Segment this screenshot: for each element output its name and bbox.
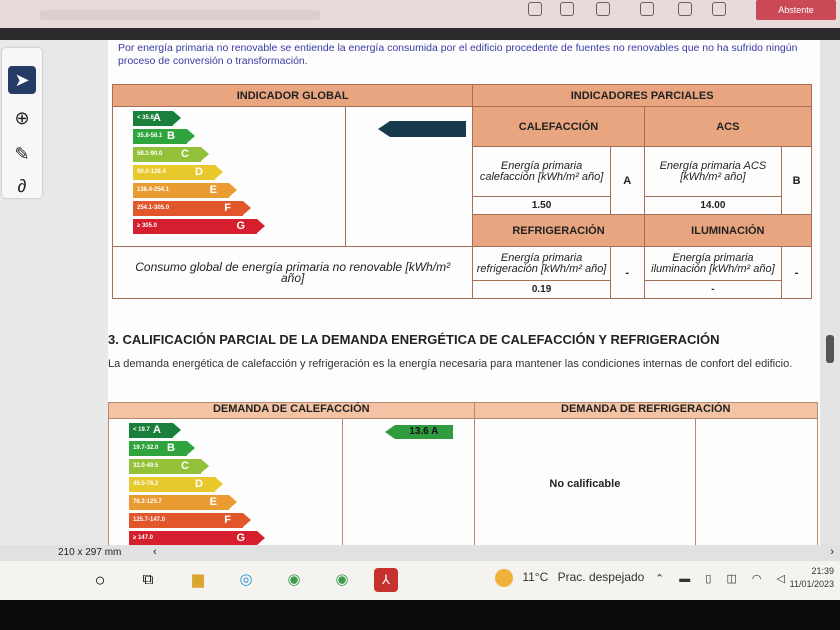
iluminacion-header: ILUMINACIÓN [644, 215, 811, 247]
intro-text: Por energía primaria no renovable se entiende la energía consumida por el edificio procedente de fuentes no renovables que no ha sufrido ningún proceso de conversión o transformación. [118, 42, 798, 67]
cooling-demand-header: DEMANDA DE REFRIGERACIÓN [474, 403, 817, 419]
global-scale-bars [113, 107, 345, 234]
save-icon[interactable] [528, 2, 542, 16]
heating-scale-bar-letter: B [167, 442, 175, 454]
global-scale-bar-range: 35.8-58.1 [137, 133, 163, 139]
heating-scale-bar-e [129, 495, 229, 510]
iluminacion-desc: Energía primaria iluminación [kWh/m² año] [644, 247, 781, 281]
chrome-icon[interactable]: ◉ [287, 571, 301, 588]
global-rating-arrow [390, 121, 466, 137]
calefaccion-grade: A [610, 147, 644, 215]
global-indicator-cell [345, 107, 473, 247]
mail-icon[interactable] [596, 2, 610, 16]
partial-indicators-header: INDICADORES PARCIALES [473, 85, 812, 107]
demand-table [108, 402, 818, 550]
heating-scale-bar-g [129, 531, 257, 546]
status-strip [0, 545, 840, 561]
taskbar [0, 561, 840, 600]
global-scale-bar-range: ≥ 305.0 [137, 223, 157, 229]
vertical-scrollbar[interactable] [820, 40, 840, 545]
heating-rating-arrow: 13.6 A [395, 425, 453, 439]
heating-scale-bar-range: 19.7-32.0 [133, 445, 159, 451]
section-3-body: La demanda energética de calefacción y refrigeración es la energía necesaria para mantener las condiciones internas de confort del edificio. [108, 358, 793, 370]
print-icon[interactable] [560, 2, 574, 16]
weather-widget[interactable] [495, 569, 644, 587]
page-size-label: 210 x 297 mm [58, 547, 122, 558]
global-scale-bar-d [133, 165, 215, 180]
heating-scale-bar-letter: F [224, 514, 231, 526]
global-scale-bar-letter: F [224, 202, 231, 214]
heating-scale-bar-f [129, 513, 243, 528]
global-scale-bar-range: 90.0-138.4 [137, 169, 166, 175]
pdf-reader-icon[interactable]: ⅄ [374, 568, 398, 592]
global-indicator-header: INDICADOR GLOBAL [113, 85, 473, 107]
acs-value: 14.00 [644, 197, 781, 215]
heating-scale-bar-letter: G [236, 532, 245, 544]
left-tool-panel [0, 40, 108, 545]
weather-desc: Prac. despejado [557, 570, 645, 585]
file-explorer-icon[interactable]: ▆ [192, 571, 204, 588]
draw-tool-icon[interactable]: ∂ [17, 176, 27, 196]
toolbar-band [0, 28, 840, 40]
weather-temp: 11°C [522, 570, 549, 585]
global-scale-bar-c [133, 147, 201, 162]
heating-scale-bar-range: < 19.7 [133, 427, 150, 433]
search-icon[interactable] [640, 2, 654, 16]
global-scale-bar-range: 254.1-305.0 [137, 205, 170, 211]
search-circle-icon[interactable]: ○ [94, 570, 106, 590]
monitor-bezel [0, 600, 840, 630]
pen-tool-icon[interactable]: ✎ [14, 144, 30, 164]
heating-scale-bar-range: 32.0-49.5 [133, 463, 159, 469]
heating-scale-bar-letter: E [209, 496, 217, 508]
global-scale-bar-f [133, 201, 243, 216]
global-scale-bar-g [133, 219, 257, 234]
heating-scale-bar-d [129, 477, 215, 492]
system-tray[interactable]: ⌃ ▬ ▯ ◫ ◠ ◁ [655, 573, 792, 585]
global-scale-bar-letter: C [181, 148, 189, 160]
section-3-title: 3. CALIFICACIÓN PARCIAL DE LA DEMANDA ENERGÉTICA DE CALEFACCIÓN Y REFRIGERACIÓN [108, 332, 720, 347]
sign-button[interactable]: Abstente [756, 0, 836, 20]
acs-header: ACS [644, 107, 811, 147]
heating-energy-scale [109, 419, 343, 550]
global-scale-bar-b [133, 129, 187, 144]
global-scale-bar-letter: B [167, 130, 175, 142]
scrollbar-thumb[interactable] [826, 335, 834, 363]
calefaccion-header: CALEFACCIÓN [473, 107, 644, 147]
select-tool-icon[interactable]: ➤ [8, 66, 36, 94]
annotation-toolstrip [2, 48, 42, 198]
refrigeracion-header: REFRIGERACIÓN [473, 215, 644, 247]
edge-icon[interactable]: ◎ [239, 571, 253, 588]
heating-scale-bar-range: 49.5-76.2 [133, 481, 159, 487]
global-scale-bar-e [133, 183, 229, 198]
heating-scale-bar-b [129, 441, 187, 456]
link-icon[interactable] [678, 2, 692, 16]
window-title-bar [0, 0, 840, 28]
heating-scale-bar-range: ≥ 147.0 [133, 535, 153, 541]
clock-time: 21:39 [811, 566, 834, 576]
heating-scale-bar-letter: A [153, 424, 161, 436]
clock[interactable] [786, 565, 834, 591]
chrome-profile-icon[interactable]: ◉ [335, 571, 349, 588]
calefaccion-desc: Energía primaria calefacción [kWh/m² año] [473, 147, 611, 197]
calefaccion-value: 1.50 [473, 197, 611, 215]
global-scale-bar-letter: A [153, 112, 161, 124]
global-scale-bar-range: 138.4-254.1 [137, 187, 170, 193]
cooling-indicator-cell [696, 419, 818, 550]
heating-scale-bar-a [129, 423, 173, 438]
share-icon[interactable] [712, 2, 726, 16]
global-scale-bar-letter: E [209, 184, 217, 196]
global-scale-bar-a [133, 111, 173, 126]
refrigeracion-grade: - [610, 247, 644, 299]
task-view-icon[interactable]: ⧉ [142, 571, 154, 588]
consumo-global-label: Consumo global de energía primaria no renovable [kWh/m² año] [113, 247, 473, 299]
refrigeracion-value: 0.19 [473, 281, 611, 299]
global-scale-bar-letter: D [195, 166, 203, 178]
document-page [108, 40, 820, 545]
acs-desc: Energía primaria ACS [kWh/m² año] [644, 147, 781, 197]
heating-scale-bar-range: 76.2-125.7 [133, 499, 162, 505]
acs-grade: B [782, 147, 812, 215]
cooling-value: No calificable [474, 419, 696, 550]
heating-scale-bar-letter: D [195, 478, 203, 490]
window-title [40, 10, 320, 20]
heating-scale-bar-c [129, 459, 201, 474]
indicators-table [112, 84, 812, 299]
global-scale-bar-range: 58.1-90.0 [137, 151, 163, 157]
heating-scale-bar-range: 125.7-147.0 [133, 517, 166, 523]
global-scale-bar-range: < 35.8 [137, 115, 154, 121]
iluminacion-grade: - [782, 247, 812, 299]
scroll-right-icon[interactable]: › [830, 546, 834, 558]
heating-indicator-cell [342, 419, 474, 550]
heating-scale-bars [109, 419, 342, 546]
comment-tool-icon[interactable]: ⊕ [14, 108, 30, 128]
clock-date: 11/01/2023 [789, 579, 834, 589]
heating-scale-bar-letter: C [181, 460, 189, 472]
iluminacion-value: - [644, 281, 781, 299]
scroll-left-icon[interactable]: ‹ [153, 546, 157, 558]
heating-demand-header: DEMANDA DE CALEFACCIÓN [109, 403, 475, 419]
weather-sun-icon [495, 569, 513, 587]
refrigeracion-desc: Energía primaria refrigeración [kWh/m² año] [473, 247, 611, 281]
global-energy-scale [113, 107, 346, 247]
global-scale-bar-letter: G [236, 220, 245, 232]
